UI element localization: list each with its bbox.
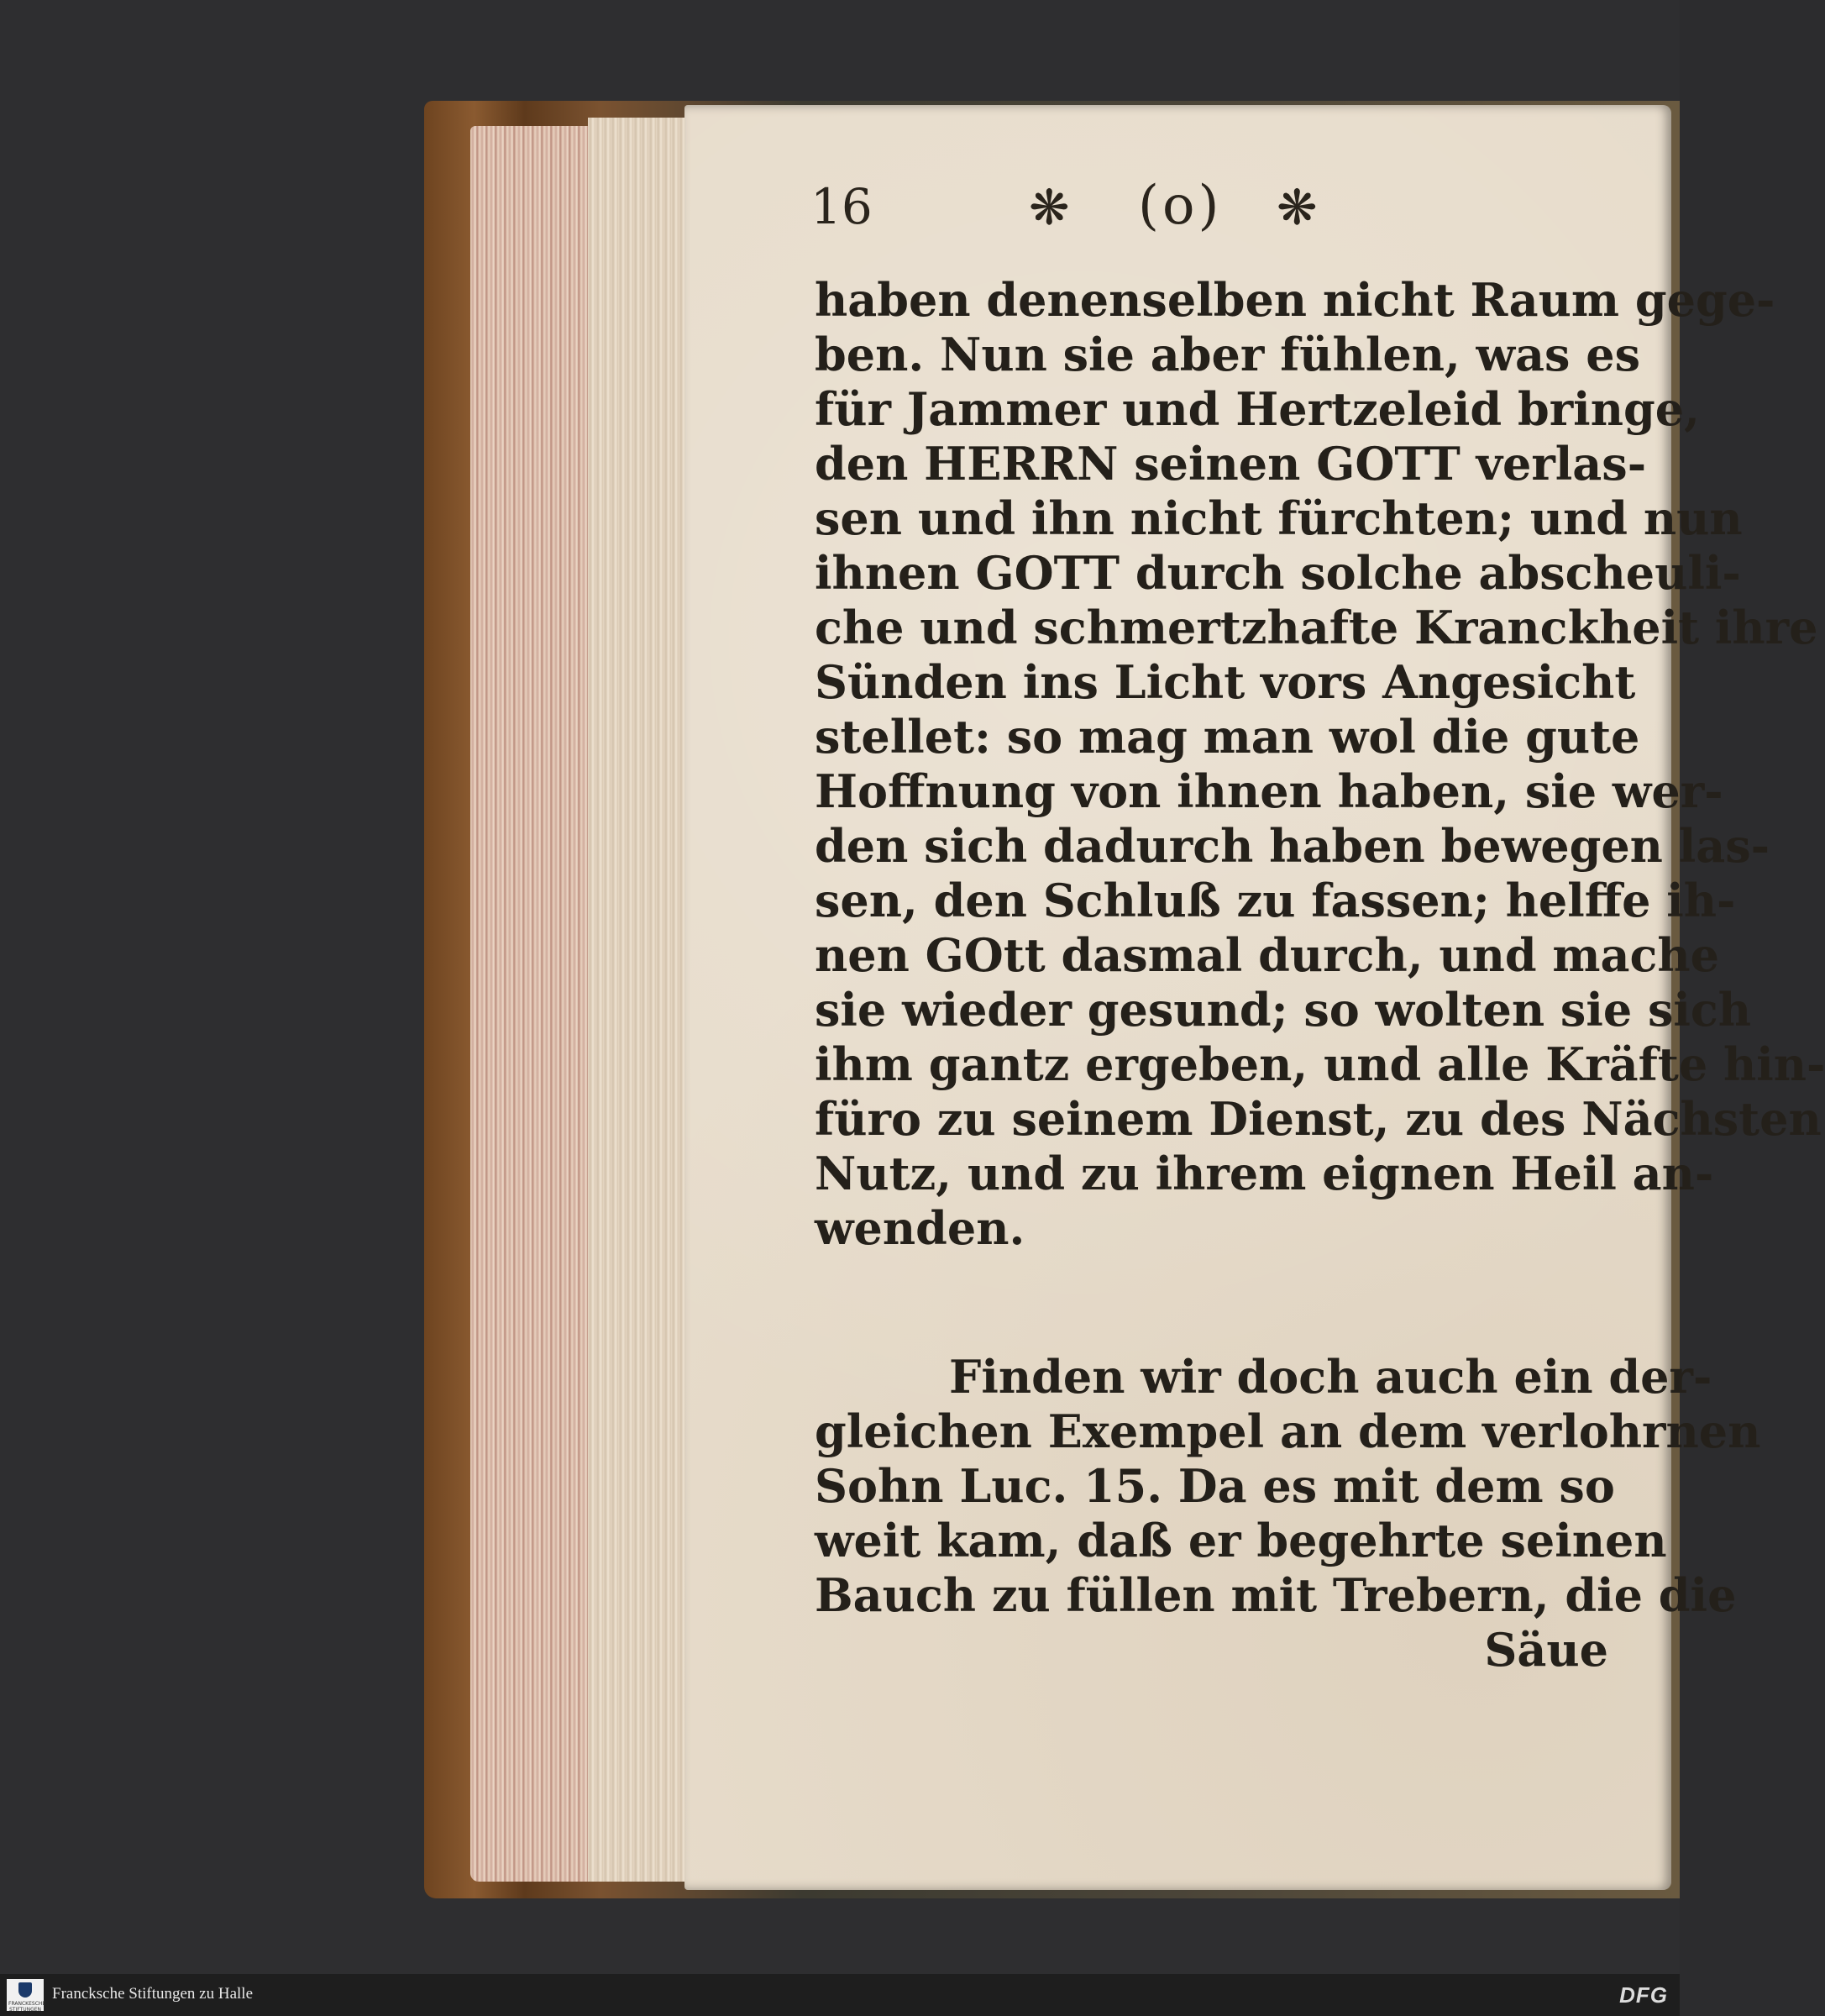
text-line: für Jammer und Hertzeleid bringe, [815,382,1700,436]
text-line: Finden wir doch auch ein der- [949,1350,1712,1404]
flower-ornament-icon: ❋ [1029,179,1070,236]
catchword: Säue [1484,1623,1608,1677]
funder-logo[interactable]: DFG [1619,1982,1668,2008]
text-line: gleichen Exempel an dem verlohrnen [815,1404,1761,1458]
text-line: che und schmertzhafte Kranckheit ihre [815,601,1818,654]
institution-logo[interactable] [7,1979,44,2011]
running-header [810,176,1566,244]
text-line: sen und ihn nicht fürchten; und nun [815,491,1743,545]
text-line: füro zu seinem Dienst, zu des Nächsten [815,1092,1822,1146]
text-line: sen, den Schluß zu fassen; helffe ih- [815,874,1736,927]
text-line: haben denenselben nicht Raum gege- [815,273,1775,327]
text-line: Hoffnung von ihnen haben, sie wer- [815,764,1723,818]
text-line: Bauch zu füllen mit Trebern, die die [815,1568,1737,1622]
text-line: wenden. [815,1201,1025,1255]
shield-icon [18,1982,32,1998]
body-text [815,273,1825,1677]
viewer-footer [0,1974,1680,2016]
text-line: sie wieder gesund; so wolten sie sich [815,983,1752,1037]
institution-name[interactable]: Francksche Stiftungen zu Halle [52,1985,254,2003]
text-line: stellet: so mag man wol die gute [815,710,1640,764]
book-page [684,105,1825,1890]
text-line: Nutz, und zu ihrem eignen Heil an- [815,1147,1714,1200]
logo-text: FRANCKESCHE STIFTUNGEN [8,2001,46,2013]
text-line: Sünden ins Licht vors Angesicht [815,655,1636,709]
header-center-glyph: (o) [1138,175,1223,237]
text-line: nen GOtt dasmal durch, und mache [815,928,1720,982]
flower-ornament-icon: ❋ [1277,179,1318,236]
page-number: 16 [810,178,873,235]
text-line: den sich dadurch haben bewegen las- [815,819,1770,873]
text-line: ihm gantz ergeben, und alle Kräfte hin- [815,1037,1825,1091]
page-edges-inner [588,118,689,1882]
text-line: den HERRN seinen GOTT verlas- [815,437,1647,491]
text-line: ihnen GOTT durch solche abscheuli- [815,546,1741,600]
text-line: weit kam, daß er begehrte seinen [815,1514,1667,1567]
text-line: ben. Nun sie aber fühlen, was es [815,328,1640,381]
text-line: Sohn Luc. 15. Da es mit dem so [815,1459,1615,1513]
